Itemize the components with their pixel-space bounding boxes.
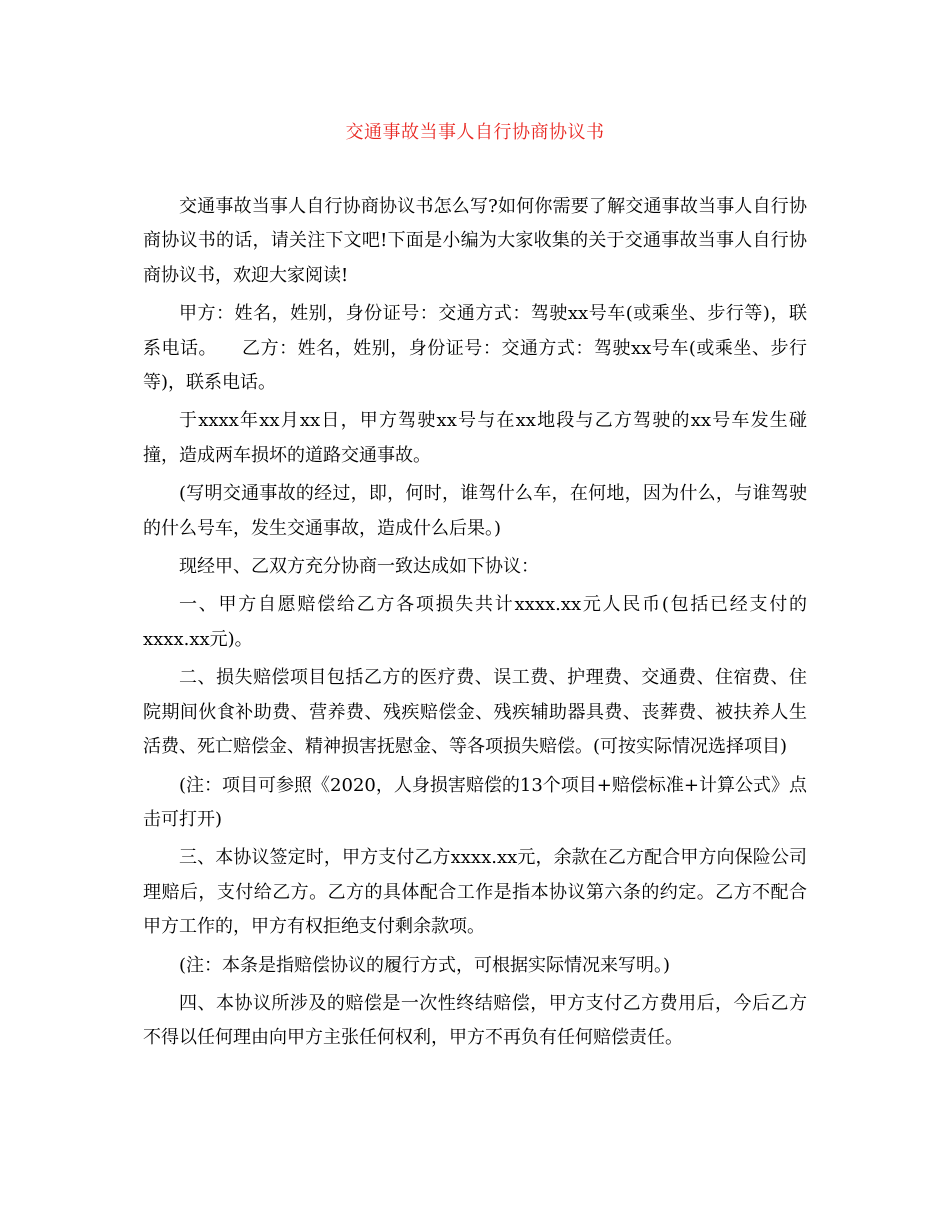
paragraph-agreement-lead: 现经甲、乙双方充分协商一致达成如下协议： <box>179 556 539 578</box>
document-body <box>143 190 807 1060</box>
clause-3: 三、本协议签定时，甲方支付乙方xxxx.xx元，余款在乙方配合甲方向保险公司理赔后，支付给乙方。乙方的具体配合工作是指本协议第六条的约定。乙方不配合甲方工作的，甲方有权拒绝支付剩余款项。 <box>143 847 807 938</box>
clause-2-note: (注：项目可参照《2020，人身损害赔偿的13个项目+赔偿标准+计算公式》点击可打开) <box>143 774 807 830</box>
clause-1: 一、甲方自愿赔偿给乙方各项损失共计xxxx.xx元人民币(包括已经支付的xxxx.xx元)。 <box>143 594 807 650</box>
paragraph-intro: 交通事故当事人自行协商协议书怎么写?如何你需要了解交通事故当事人自行协商协议书的话，请关注下文吧!下面是小编为大家收集的关于交通事故当事人自行协商协议书，欢迎大家阅读! <box>143 196 807 286</box>
paragraph-parties: 甲方：姓名，姓别，身份证号：交通方式：驾驶xx号车(或乘坐、步行等)，联系电话。 乙方：姓名，姓别，身份证号：交通方式：驾驶xx号车(或乘坐、步行等)，联系电话。 <box>143 303 807 394</box>
clause-3-note: (注：本条是指赔偿协议的履行方式，可根据实际情况来写明。) <box>179 954 671 976</box>
paragraph-accident-note: (写明交通事故的经过，即，何时，谁驾什么车，在何地，因为什么，与谁驾驶的什么号车，发生交通事故，造成什么后果。) <box>143 483 807 539</box>
clause-2: 二、损失赔偿项目包括乙方的医疗费、误工费、护理费、交通费、住宿费、住院期间伙食补助费、营养费、残疾赔偿金、残疾辅助器具费、丧葬费、被扶养人生活费、死亡赔偿金、精神损害抚慰金、等各项损失赔偿。(可按实际情况选择项目) <box>143 667 807 758</box>
document-title: 交通事故当事人自行协商协议书 <box>345 122 605 143</box>
clause-4: 四、本协议所涉及的赔偿是一次性终结赔偿，甲方支付乙方费用后，今后乙方不得以任何理由向甲方主张任何权利，甲方不再负有任何赔偿责任。 <box>143 992 807 1049</box>
paragraph-accident: 于xxxx年xx月xx日，甲方驾驶xx号与在xx地段与乙方驾驶的xx号车发生碰撞，造成两车损坏的道路交通事故。 <box>143 410 807 466</box>
